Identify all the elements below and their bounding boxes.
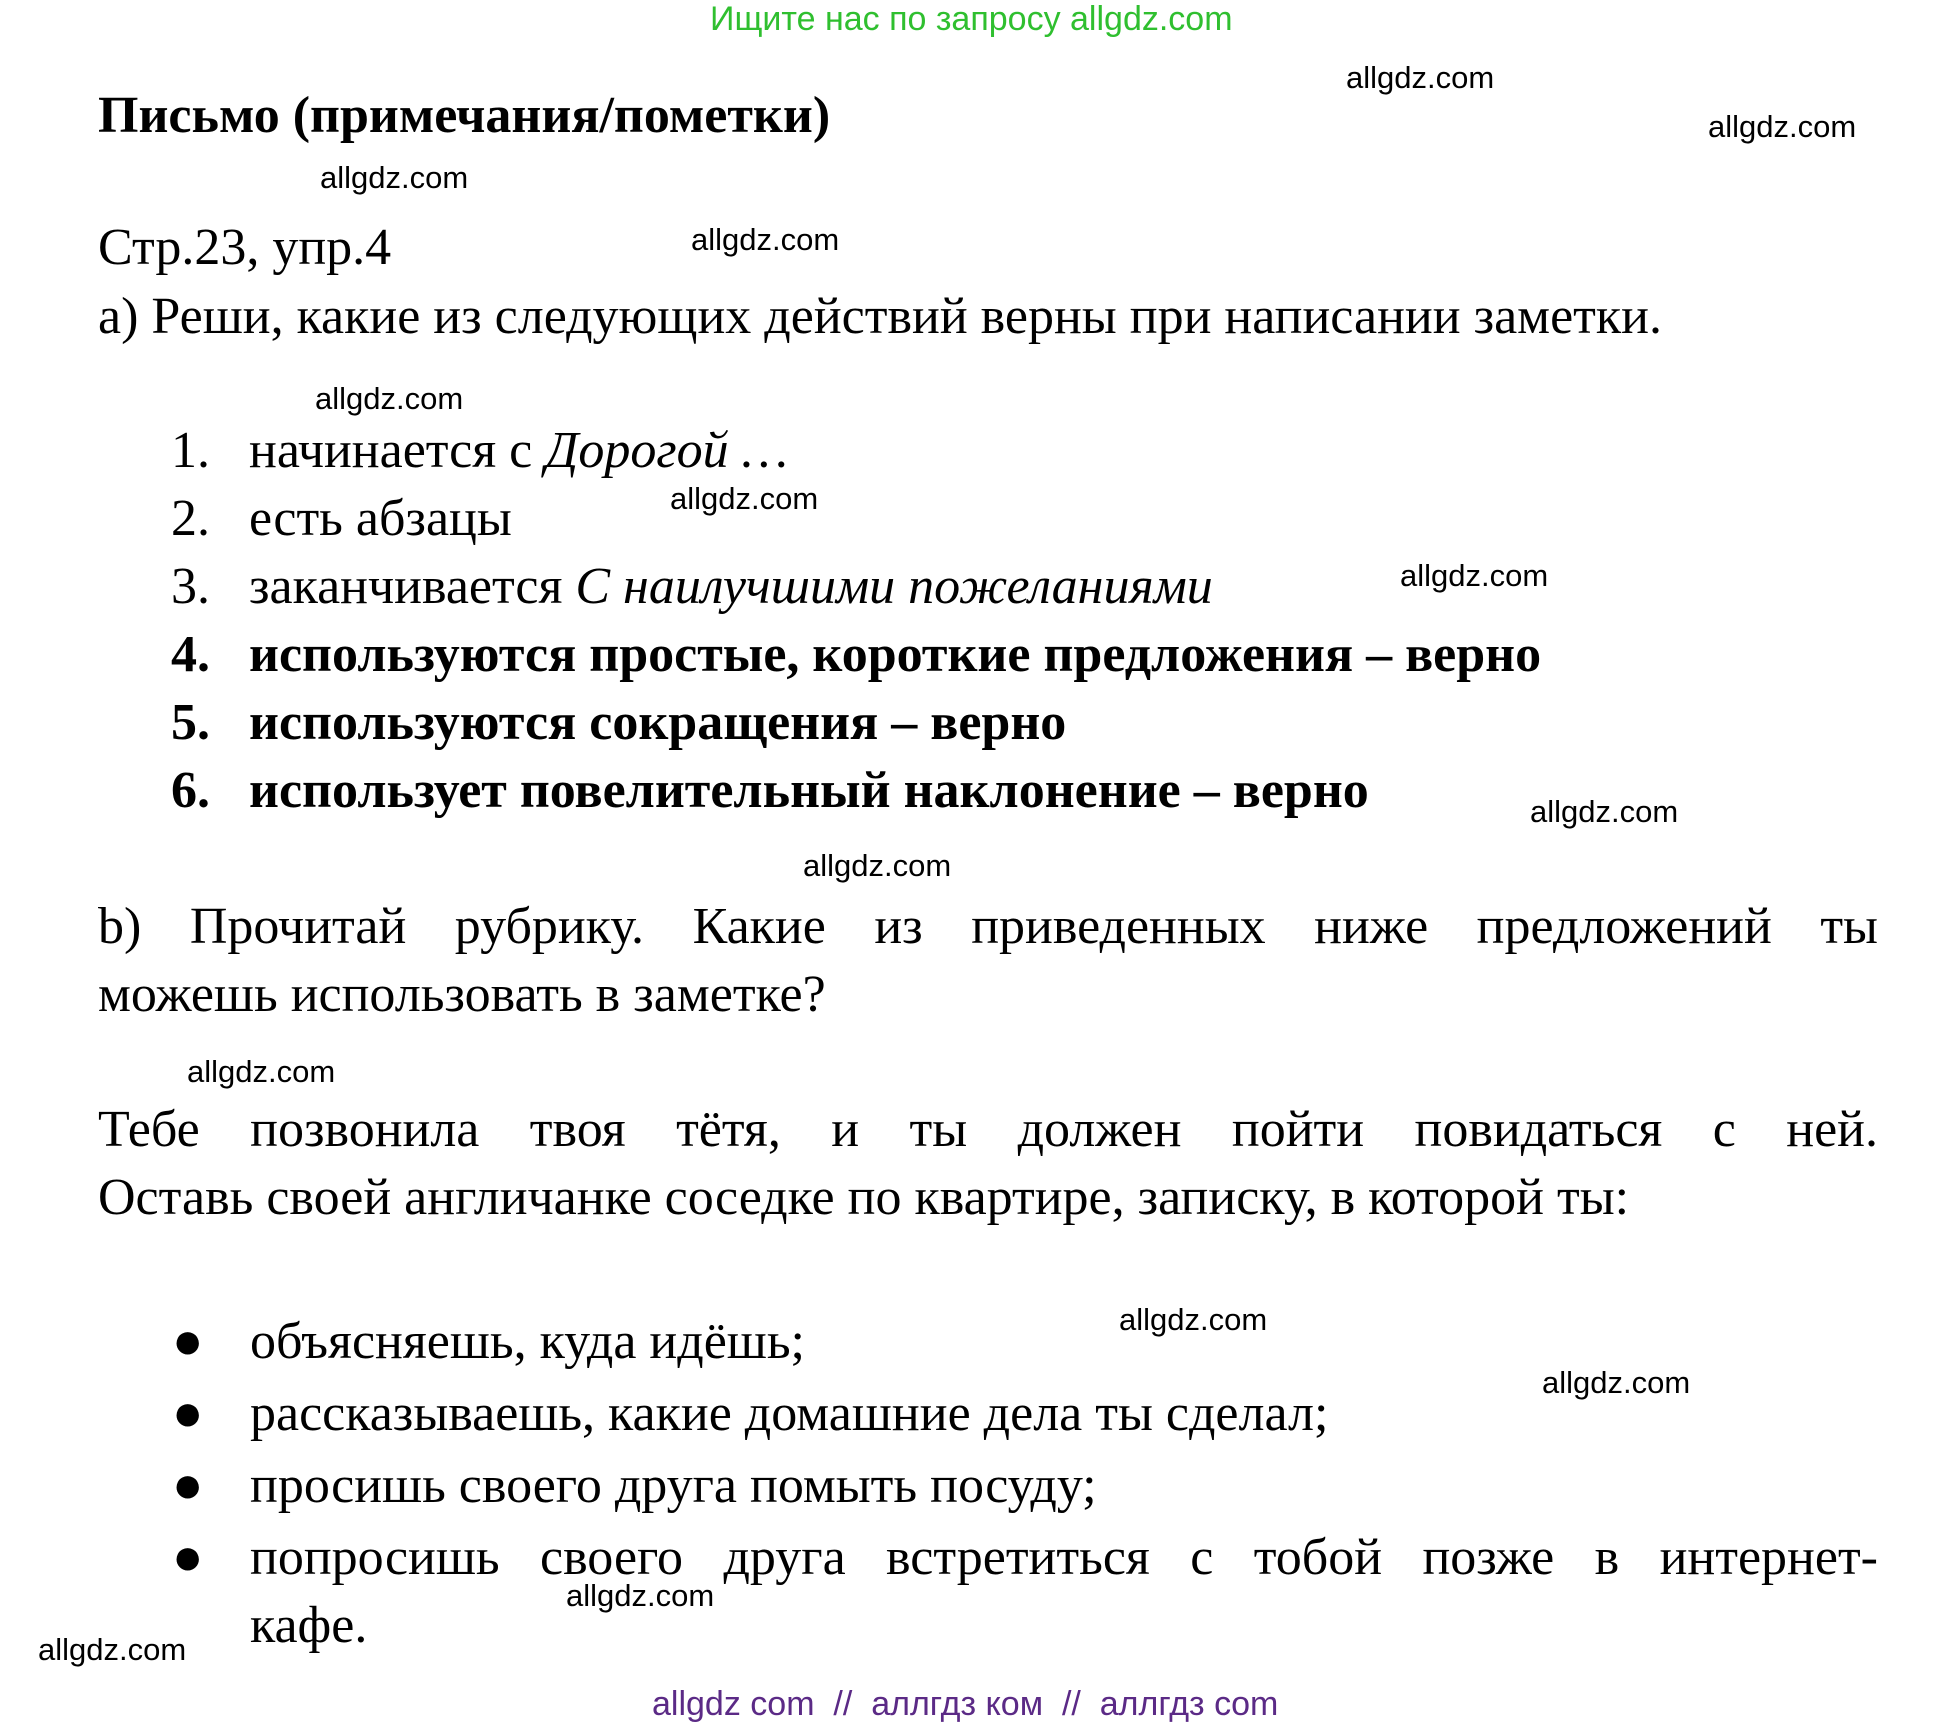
- bullet-icon: ●: [172, 1529, 204, 1586]
- watermark: allgdz.com: [315, 381, 464, 416]
- watermark: allgdz.com: [1400, 558, 1549, 593]
- bullet-icon: ●: [172, 1313, 204, 1370]
- watermark: allgdz.com: [187, 1054, 336, 1089]
- watermark: allgdz.com: [670, 481, 819, 516]
- header-banner: Ищите нас по запросу allgdz.com: [710, 0, 1233, 38]
- prompt-line-2: Оставь своей англичанке соседке по квартире, записку, в которой ты:: [98, 1169, 1630, 1226]
- watermark: allgdz.com: [1530, 794, 1679, 829]
- watermark: allgdz.com: [1708, 109, 1857, 144]
- list-item: 1. начинается с Дорогой …: [171, 422, 788, 479]
- list-item-correct: 4. используются простые, короткие предложения – верно: [171, 626, 1542, 683]
- page-reference: Стр.23, упр.4: [98, 219, 392, 276]
- task-a-heading: a) Реши, какие из следующих действий верны при написании заметки.: [98, 288, 1662, 345]
- bullet-icon: ●: [172, 1385, 204, 1442]
- bullet-item: просишь своего друга помыть посуду;: [250, 1457, 1097, 1514]
- task-b-line-2: можешь использовать в заметке?: [98, 966, 826, 1023]
- watermark: allgdz.com: [38, 1632, 187, 1667]
- bullet-icon: ●: [172, 1457, 204, 1514]
- watermark: allgdz.com: [566, 1578, 715, 1613]
- watermark: allgdz.com: [691, 222, 840, 257]
- watermark: allgdz.com: [320, 160, 469, 195]
- watermark: allgdz.com: [1119, 1302, 1268, 1337]
- bullet-item: попросишь своего друга встретиться с тобой позже в интернет-: [250, 1529, 1878, 1586]
- watermark: allgdz.com: [1542, 1365, 1691, 1400]
- list-item-correct: 6. использует повелительный наклонение – верно: [171, 762, 1369, 819]
- page-title: Письмо (примечания/пометки): [98, 87, 831, 144]
- list-item: 2. есть абзацы: [171, 490, 512, 547]
- list-item: 3. заканчивается С наилучшими пожеланиями: [171, 558, 1213, 615]
- watermark: allgdz.com: [1346, 60, 1495, 95]
- footer-banner: allgdz com // аллгдз ком // аллгдз com: [652, 1685, 1279, 1723]
- list-item-correct: 5. используются сокращения – верно: [171, 694, 1067, 751]
- watermark: allgdz.com: [803, 848, 952, 883]
- task-b-line-1: b) Прочитай рубрику. Какие из приведенных ниже предложений ты: [98, 898, 1878, 955]
- bullet-item: объясняешь, куда идёшь;: [250, 1313, 805, 1370]
- bullet-item: рассказываешь, какие домашние дела ты сделал;: [250, 1385, 1329, 1442]
- bullet-item-continuation: кафе.: [250, 1597, 368, 1654]
- prompt-line-1: Тебе позвонила твоя тётя, и ты должен пойти повидаться с ней.: [98, 1101, 1878, 1158]
